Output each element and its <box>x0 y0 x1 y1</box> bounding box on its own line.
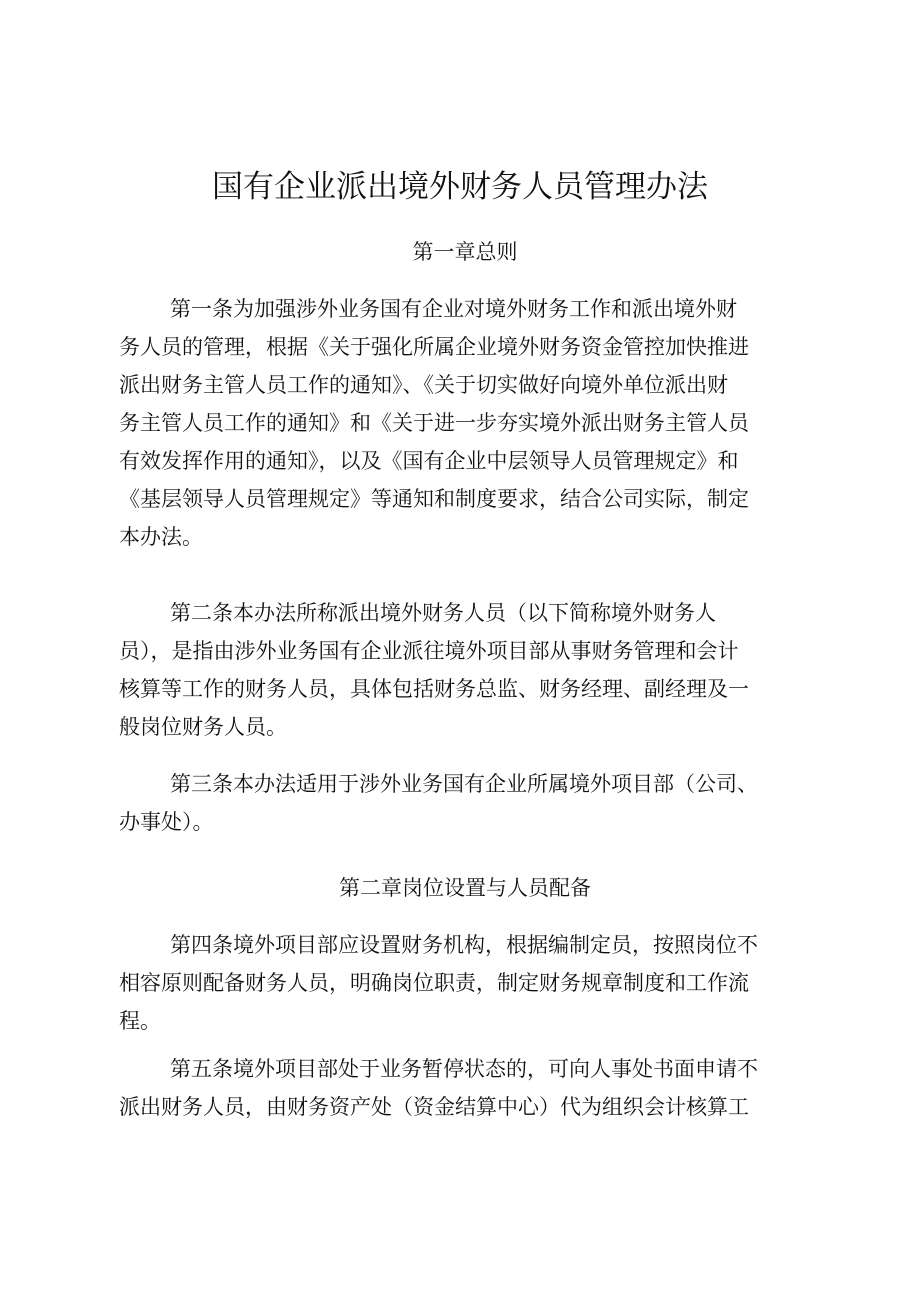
paragraph-line: 第四条境外项目部应设置财务机构，根据编制定员，按照岗位不 <box>170 933 758 957</box>
paragraph-line: 员），是指由涉外业务国有企业派往境外项目部从事财务管理和会计 <box>119 639 739 663</box>
paragraph-line: 核算等工作的财务人员，具体包括财务总监、财务经理、副经理及一 <box>119 677 749 701</box>
paragraph-line: 派出财务人员，由财务资产处（资金结算中心）代为组织会计核算工 <box>119 1095 749 1119</box>
paragraph-line: 第二条本办法所称派出境外财务人员（以下简称境外财务人 <box>170 601 716 625</box>
chapter-1-heading: 第一章总则 <box>412 240 518 264</box>
paragraph-line: 有效发挥作用的通知》，以及《国有企业中层领导人员管理规定》和 <box>119 449 739 473</box>
paragraph-line: 派出财务主管人员工作的通知》、《关于切实做好向境外单位派出财 <box>119 373 728 397</box>
article-4-paragraph <box>119 926 839 1040</box>
article-5-paragraph <box>119 1050 839 1126</box>
paragraph-line: 办事处）。 <box>119 810 214 834</box>
paragraph-line: 相容原则配备财务人员，明确岗位职责，制定财务规章制度和工作流 <box>119 971 749 995</box>
paragraph-line: 般岗位财务人员。 <box>119 715 287 739</box>
paragraph-line: 务主管人员工作的通知》和《关于进一步夯实境外派出财务主管人员 <box>119 411 749 435</box>
chapter-2-heading: 第二章岗位设置与人员配备 <box>339 876 591 900</box>
article-2-paragraph <box>119 594 839 746</box>
paragraph-line: 第三条本办法适用于涉外业务国有企业所属境外项目部（公司、 <box>170 772 758 796</box>
paragraph-line: 第五条境外项目部处于业务暂停状态的，可向人事处书面申请不 <box>170 1057 758 1081</box>
paragraph-line: 本办法。 <box>119 525 203 549</box>
paragraph-line: 第一条为加强涉外业务国有企业对境外财务工作和派出境外财 <box>170 297 737 321</box>
paragraph-line: 《基层领导人员管理规定》等通知和制度要求，结合公司实际，制定 <box>119 487 749 511</box>
paragraph-line: 务人员的管理，根据《关于强化所属企业境外财务资金管控加快推进 <box>119 335 749 359</box>
article-1-paragraph <box>119 290 839 556</box>
paragraph-line: 程。 <box>119 1009 161 1033</box>
document-title: 国有企业派出境外财务人员管理办法 <box>212 169 708 205</box>
article-3-paragraph <box>119 765 839 841</box>
